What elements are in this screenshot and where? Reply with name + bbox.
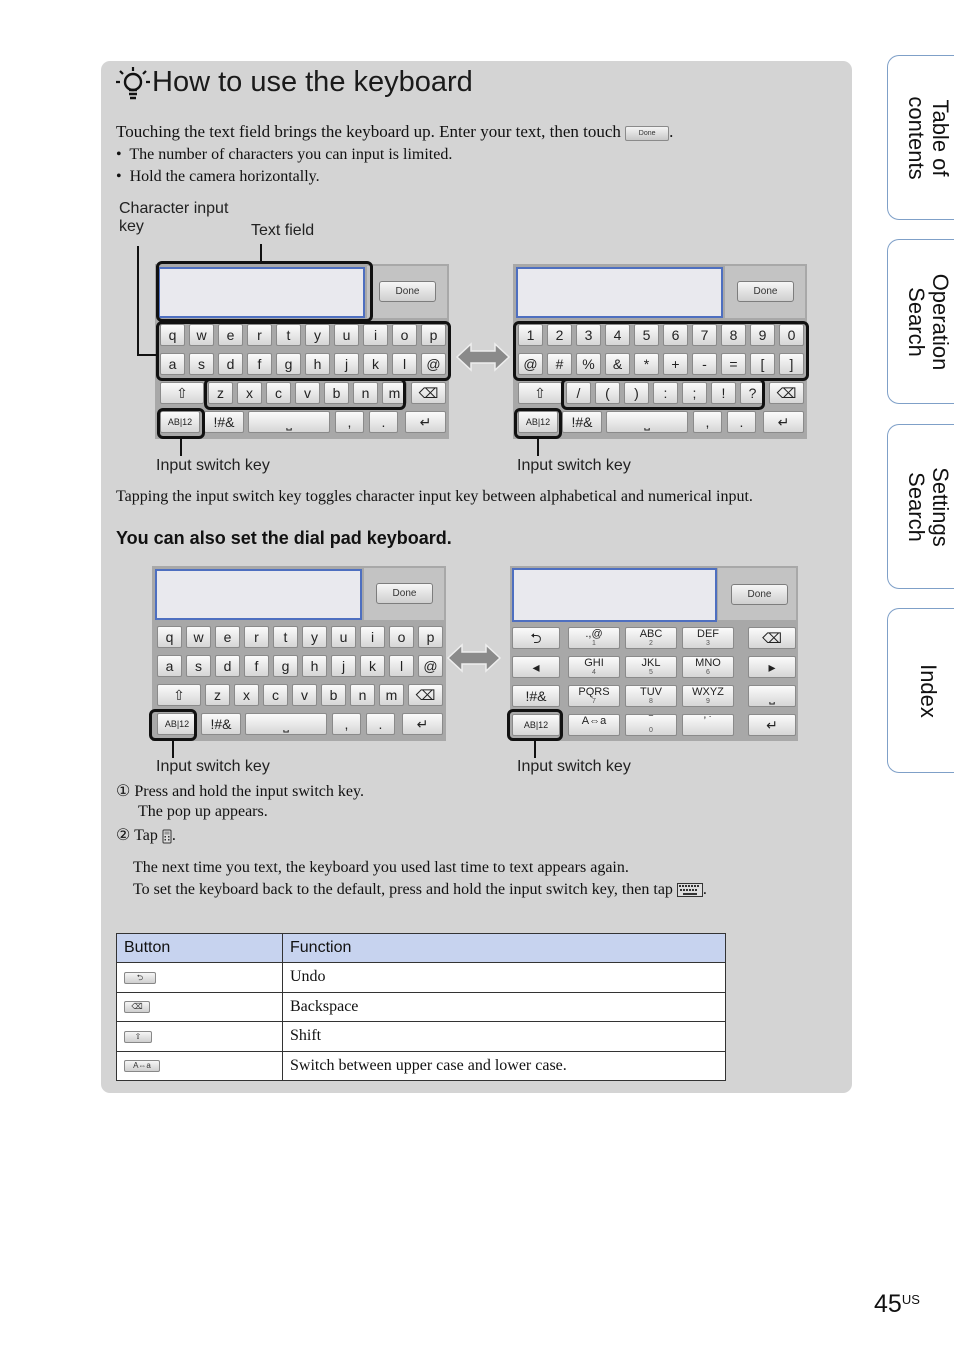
numeric-backspace-key[interactable]: ⌫	[769, 382, 804, 404]
alpha-key-1-0[interactable]: a	[160, 353, 185, 375]
step-2-text: Tap	[134, 827, 158, 844]
table-cell-icon	[117, 1051, 283, 1081]
alpha-enter-key[interactable]: ↵	[405, 411, 446, 433]
dial-key-letters: JKL	[641, 657, 661, 669]
numeric-key-2-3[interactable]: :	[653, 382, 678, 404]
highlight-char-keys-row3	[204, 378, 406, 410]
dialpad-dial-key-3-0[interactable]	[568, 714, 620, 736]
page-number-suffix: US	[901, 1292, 920, 1307]
dial-key-digit: 4	[592, 669, 596, 676]
step-1-number: ①	[116, 783, 131, 800]
label-character-input-key	[119, 200, 228, 236]
dialpad-dial-key-2-2[interactable]	[682, 685, 734, 707]
dial-alpha-key-0-8[interactable]: o	[389, 626, 414, 648]
callout-line-text-field	[260, 244, 262, 262]
dial-alpha-key-0-4[interactable]: t	[273, 626, 298, 648]
highlight-char-keys	[156, 321, 451, 381]
tab-index[interactable]	[887, 608, 954, 773]
numeric-key-2-1[interactable]: (	[595, 382, 620, 404]
dial-alpha-key-2-2[interactable]: c	[263, 684, 288, 706]
alpha-key-0-1[interactable]: w	[189, 324, 214, 346]
dialpad-right-key-3[interactable]: ↵	[748, 714, 796, 736]
header-function: Function	[283, 934, 726, 963]
callout-line-char-v	[137, 246, 139, 356]
alpha-done-button[interactable]: Done	[379, 281, 436, 302]
dial-alpha-key-0-1[interactable]: w	[186, 626, 211, 648]
dial-key-digit: 8	[649, 698, 653, 705]
alpha-period-key[interactable]: .	[369, 411, 398, 433]
table-cell-function: Undo	[283, 963, 726, 993]
dial-alpha-key-1-6[interactable]: j	[331, 655, 356, 677]
label-input-switch-key-3: Input switch key	[156, 758, 270, 775]
numeric-key-1-6[interactable]: -	[692, 353, 717, 375]
dial-alpha-space-key[interactable]: ⎵	[245, 713, 327, 735]
label-text-field: Text field	[251, 222, 315, 239]
table-cell-function: Backspace	[283, 992, 726, 1022]
lightbulb-tip-icon	[115, 66, 151, 106]
tab-settings-search-label: Settings Search	[903, 466, 953, 547]
undo-icon: ⮌	[124, 972, 156, 984]
numeric-key-0-3[interactable]: 4	[605, 324, 630, 346]
dial-alpha-key-1-4[interactable]: g	[273, 655, 298, 677]
alpha-key-0-5[interactable]: y	[305, 324, 330, 346]
dial-key-letters: TUV	[640, 686, 662, 698]
numeric-input-switch-key[interactable]: AB|12	[518, 411, 558, 433]
alpha-key-0-9[interactable]: p	[421, 324, 446, 346]
tab-settings-search[interactable]	[887, 424, 954, 589]
dialpad-left-key-3[interactable]: AB|12	[512, 714, 560, 736]
dialpad-keyboard-icon	[162, 829, 172, 844]
alpha-comma-key[interactable]: ,	[335, 411, 364, 433]
dial-alpha-key-2-5[interactable]: n	[350, 684, 375, 706]
dial-alpha-key-0-2[interactable]: e	[215, 626, 240, 648]
alpha-key-2-6[interactable]: m	[382, 382, 407, 404]
dial-alpha-comma-key[interactable]: ,	[332, 713, 361, 735]
label-character-input-line2: key	[119, 218, 144, 235]
alpha-key-0-0[interactable]: q	[160, 324, 185, 346]
intro-period: .	[669, 122, 674, 141]
numeric-key-0-4[interactable]: 5	[634, 324, 659, 346]
backspace-icon: ⌫	[124, 1001, 150, 1013]
numeric-key-2-2[interactable]: )	[624, 382, 649, 404]
numeric-key-1-8[interactable]: [	[750, 353, 775, 375]
dial-key-digit: 3	[706, 640, 710, 647]
callout-line-switch-4	[534, 740, 536, 758]
dialpad-dial-key-0-1[interactable]	[625, 627, 677, 649]
dialpad-left-key-0[interactable]: ⮌	[512, 627, 560, 649]
shift-icon: ⇧	[124, 1031, 152, 1043]
dial-alpha-key-1-5[interactable]: h	[302, 655, 327, 677]
dial-alpha-key-0-5[interactable]: y	[302, 626, 327, 648]
dial-alpha-key-2-1[interactable]: x	[234, 684, 259, 706]
alpha-key-1-4[interactable]: g	[276, 353, 301, 375]
note-line-2-text: To set the keyboard back to the default, press and hold the input switch key, then tap	[133, 881, 673, 898]
numeric-key-2-0[interactable]: /	[566, 382, 591, 404]
alpha-key-0-3[interactable]: r	[247, 324, 272, 346]
callout-line-switch-1	[180, 438, 182, 456]
dialpad-right-key-2[interactable]: ⎵	[748, 685, 796, 707]
table-cell-function: Switch between upper case and lower case.	[283, 1051, 726, 1081]
numeric-key-0-1[interactable]: 2	[547, 324, 572, 346]
numeric-key-1-3[interactable]: &	[605, 353, 630, 375]
dial-alpha-key-2-0[interactable]: z	[205, 684, 230, 706]
dial-key-digit: 7	[592, 698, 596, 705]
dialpad-dial-key-0-0[interactable]	[568, 627, 620, 649]
highlight-switch-key-2	[514, 408, 562, 439]
numeric-key-2-6[interactable]: ?	[740, 382, 765, 404]
numeric-key-1-1[interactable]: #	[547, 353, 572, 375]
dial-alpha-key-1-1[interactable]: s	[186, 655, 211, 677]
intro-paragraph	[116, 122, 673, 142]
alpha-key-0-2[interactable]: e	[218, 324, 243, 346]
callout-line-switch-3	[172, 740, 174, 758]
dialpad-done-button[interactable]: Done	[731, 584, 788, 605]
table-header-row	[117, 934, 726, 963]
step-2-number: ②	[116, 827, 131, 844]
alpha-key-2-2[interactable]: c	[266, 382, 291, 404]
highlight-num-keys	[513, 321, 809, 381]
label-character-input-line1: Character input	[119, 200, 229, 217]
dial-key-letters: DEF	[697, 628, 719, 640]
case-switch-icon: A⇔a	[124, 1060, 160, 1072]
dial-key-digit: 6	[706, 669, 710, 676]
highlight-switch-key-1	[157, 408, 205, 439]
callout-line-switch-2	[537, 438, 539, 456]
numeric-done-button[interactable]: Done	[737, 281, 794, 302]
page-number-value: 45	[874, 1290, 902, 1318]
alpha-key-0-7[interactable]: i	[363, 324, 388, 346]
numeric-key-0-0[interactable]: 1	[518, 324, 543, 346]
numeric-key-0-2[interactable]: 3	[576, 324, 601, 346]
numeric-shift-key[interactable]: ⇧	[518, 382, 562, 404]
callout-line-char-h	[137, 354, 157, 356]
alpha-key-2-1[interactable]: x	[237, 382, 262, 404]
numeric-key-2-5[interactable]: !	[711, 382, 736, 404]
dial-alpha-key-1-0[interactable]: a	[157, 655, 182, 677]
alpha-key-1-7[interactable]: k	[363, 353, 388, 375]
toggle-arrow-icon	[455, 341, 511, 373]
dial-alpha-input-switch-key[interactable]: AB|12	[157, 713, 197, 735]
alpha-key-1-3[interactable]: f	[247, 353, 272, 375]
tab-operation-search[interactable]	[887, 239, 954, 404]
alpha-input-switch-key[interactable]: AB|12	[160, 411, 200, 433]
dial-alpha-symbols-key[interactable]: !#&	[201, 713, 241, 735]
numeric-key-0-6[interactable]: 7	[692, 324, 717, 346]
dial-alpha-key-0-6[interactable]: u	[331, 626, 356, 648]
dial-key-letters: .,@	[585, 628, 603, 640]
table-cell-function: Shift	[283, 1022, 726, 1052]
label-input-switch-key-4: Input switch key	[517, 758, 631, 775]
dial-key-digit: 2	[649, 640, 653, 647]
alpha-key-1-1[interactable]: s	[189, 353, 214, 375]
qwerty-keyboard-icon	[677, 883, 703, 897]
dial-alpha-key-1-8[interactable]: l	[389, 655, 414, 677]
alpha-key-1-5[interactable]: h	[305, 353, 330, 375]
dial-key-letters: ‾	[649, 715, 653, 727]
highlight-num-keys-row3	[561, 378, 765, 410]
numeric-key-0-9[interactable]: 0	[779, 324, 804, 346]
step-1-text: Press and hold the input switch key.	[134, 783, 364, 800]
dial-key-digit: 0	[649, 727, 653, 734]
dialpad-text-field[interactable]	[512, 568, 717, 622]
dial-key-letters: A⇔a	[581, 715, 607, 727]
highlight-switch-key-4	[507, 709, 563, 741]
step-1-sub: The pop up appears.	[138, 803, 268, 820]
header-button: Button	[117, 934, 283, 963]
numeric-key-1-5[interactable]: +	[663, 353, 688, 375]
tab-table-of-contents[interactable]	[887, 55, 954, 220]
step-2	[116, 825, 176, 845]
numeric-text-field[interactable]	[516, 267, 723, 318]
numeric-key-1-0[interactable]: @	[518, 353, 543, 375]
bullet-2: • Hold the camera horizontally.	[116, 168, 320, 185]
button-function-table	[116, 933, 726, 1081]
dialpad-dial-key-1-2[interactable]	[682, 656, 734, 678]
alpha-key-1-2[interactable]: d	[218, 353, 243, 375]
intro-text: Touching the text field brings the keyboard up. Enter your text, then touch	[116, 122, 621, 141]
dial-alpha-text-field[interactable]	[155, 569, 362, 620]
table-row	[117, 1051, 726, 1081]
dialpad-dial-key-2-1[interactable]	[625, 685, 677, 707]
bullet-2-text: Hold the camera horizontally.	[129, 168, 320, 185]
note-line-1: The next time you text, the keyboard you used last time to text appears again.	[133, 859, 629, 876]
dial-alpha-done-button[interactable]: Done	[376, 583, 433, 604]
bullet-1: • The number of characters you can input is limited.	[116, 146, 453, 163]
dialpad-left-key-2[interactable]: !#&	[512, 685, 560, 707]
dial-key-letters: PQRS	[578, 686, 610, 698]
dialpad-dial-key-3-1[interactable]	[625, 714, 677, 736]
dialpad-dial-key-1-1[interactable]	[625, 656, 677, 678]
dial-alpha-key-2-4[interactable]: b	[321, 684, 346, 706]
step-2-period: .	[171, 827, 176, 844]
page-title: How to use the keyboard	[152, 66, 473, 98]
numeric-key-0-8[interactable]: 9	[750, 324, 775, 346]
numeric-key-0-7[interactable]: 8	[721, 324, 746, 346]
dial-pad-heading: You can also set the dial pad keyboard.	[116, 528, 452, 548]
dial-alpha-key-0-3[interactable]: r	[244, 626, 269, 648]
bullet-1-text: The number of characters you can input is limited.	[129, 146, 453, 163]
numeric-enter-key[interactable]: ↵	[763, 411, 804, 433]
note-line-2	[133, 881, 707, 899]
table-cell-icon	[117, 992, 283, 1022]
dial-alpha-period-key[interactable]: .	[366, 713, 395, 735]
note-line-2-period: .	[702, 881, 707, 898]
numeric-key-1-4[interactable]: *	[634, 353, 659, 375]
numeric-key-2-4[interactable]: ;	[682, 382, 707, 404]
done-button-icon: Done	[625, 126, 669, 141]
alpha-shift-key[interactable]: ⇧	[160, 382, 204, 404]
alpha-space-key[interactable]: ⎵	[248, 411, 330, 433]
dialpad-dial-key-1-0[interactable]	[568, 656, 620, 678]
dial-alpha-key-2-3[interactable]: v	[292, 684, 317, 706]
toggle-note: Tapping the input switch key toggles character input key between alphabetical and numerical input.	[116, 488, 753, 505]
alpha-key-1-8[interactable]: l	[392, 353, 417, 375]
dial-alpha-backspace-key[interactable]: ⌫	[408, 684, 443, 706]
dial-key-letters: WXYZ	[692, 686, 724, 698]
dialpad-dial-key-0-2[interactable]	[682, 627, 734, 649]
alpha-key-0-8[interactable]: o	[392, 324, 417, 346]
dial-alpha-shift-key[interactable]: ⇧	[157, 684, 201, 706]
tab-operation-search-label: Operation Search	[903, 273, 953, 370]
dial-key-digit: 9	[706, 698, 710, 705]
page-number	[874, 1290, 920, 1319]
numeric-key-1-9[interactable]: ]	[779, 353, 804, 375]
numeric-period-key[interactable]: .	[727, 411, 756, 433]
alpha-key-2-0[interactable]: z	[208, 382, 233, 404]
dial-alpha-key-0-9[interactable]: p	[418, 626, 443, 648]
alpha-key-0-6[interactable]: u	[334, 324, 359, 346]
highlight-text-field	[156, 261, 373, 322]
alpha-key-1-6[interactable]: j	[334, 353, 359, 375]
table-row	[117, 1022, 726, 1052]
table-row	[117, 963, 726, 993]
table-cell-icon	[117, 1022, 283, 1052]
dial-alpha-key-0-0[interactable]: q	[157, 626, 182, 648]
alpha-symbols-key[interactable]: !#&	[204, 411, 244, 433]
dial-alpha-enter-key[interactable]: ↵	[402, 713, 443, 735]
alpha-key-2-5[interactable]: n	[353, 382, 378, 404]
dial-key-letters: ’ ˙	[703, 715, 713, 727]
numeric-key-1-2[interactable]: %	[576, 353, 601, 375]
numeric-space-key[interactable]: ⎵	[606, 411, 688, 433]
dialpad-dial-key-3-2[interactable]	[682, 714, 734, 736]
dial-key-digit: 1	[592, 640, 596, 647]
alpha-key-1-9[interactable]: @	[421, 353, 446, 375]
label-input-switch-key-1: Input switch key	[156, 457, 270, 474]
numeric-key-1-7[interactable]: =	[721, 353, 746, 375]
alpha-key-0-4[interactable]: t	[276, 324, 301, 346]
dial-key-digit: 5	[649, 669, 653, 676]
dialpad-right-key-0[interactable]: ⌫	[748, 627, 796, 649]
highlight-switch-key-3	[149, 709, 197, 741]
tab-table-of-contents-label: Table of contents	[903, 95, 953, 180]
step-1	[116, 781, 364, 801]
dial-key-letters: ABC	[639, 628, 663, 640]
dial-alpha-key-1-2[interactable]: d	[215, 655, 240, 677]
numeric-comma-key[interactable]: ,	[693, 411, 722, 433]
alpha-key-2-3[interactable]: v	[295, 382, 320, 404]
dial-key-letters: MNO	[695, 657, 721, 669]
dial-alpha-key-1-7[interactable]: k	[360, 655, 385, 677]
dialpad-right-key-1[interactable]: ▸	[748, 656, 796, 678]
dial-key-letters: GHI	[584, 657, 604, 669]
alpha-backspace-key[interactable]: ⌫	[411, 382, 446, 404]
table-row	[117, 992, 726, 1022]
dial-alpha-key-1-9[interactable]: @	[418, 655, 443, 677]
table-cell-icon	[117, 963, 283, 993]
tab-index-label: Index	[915, 663, 941, 718]
alpha-key-2-4[interactable]: b	[324, 382, 349, 404]
numeric-key-0-5[interactable]: 6	[663, 324, 688, 346]
label-input-switch-key-2: Input switch key	[517, 457, 631, 474]
dial-alpha-key-1-3[interactable]: f	[244, 655, 269, 677]
numeric-symbols-key[interactable]: !#&	[562, 411, 602, 433]
toggle-arrow-icon-2	[446, 642, 502, 674]
dial-alpha-key-0-7[interactable]: i	[360, 626, 385, 648]
dial-alpha-key-2-6[interactable]: m	[379, 684, 404, 706]
dialpad-dial-key-2-0[interactable]	[568, 685, 620, 707]
dialpad-left-key-1[interactable]: ◂	[512, 656, 560, 678]
